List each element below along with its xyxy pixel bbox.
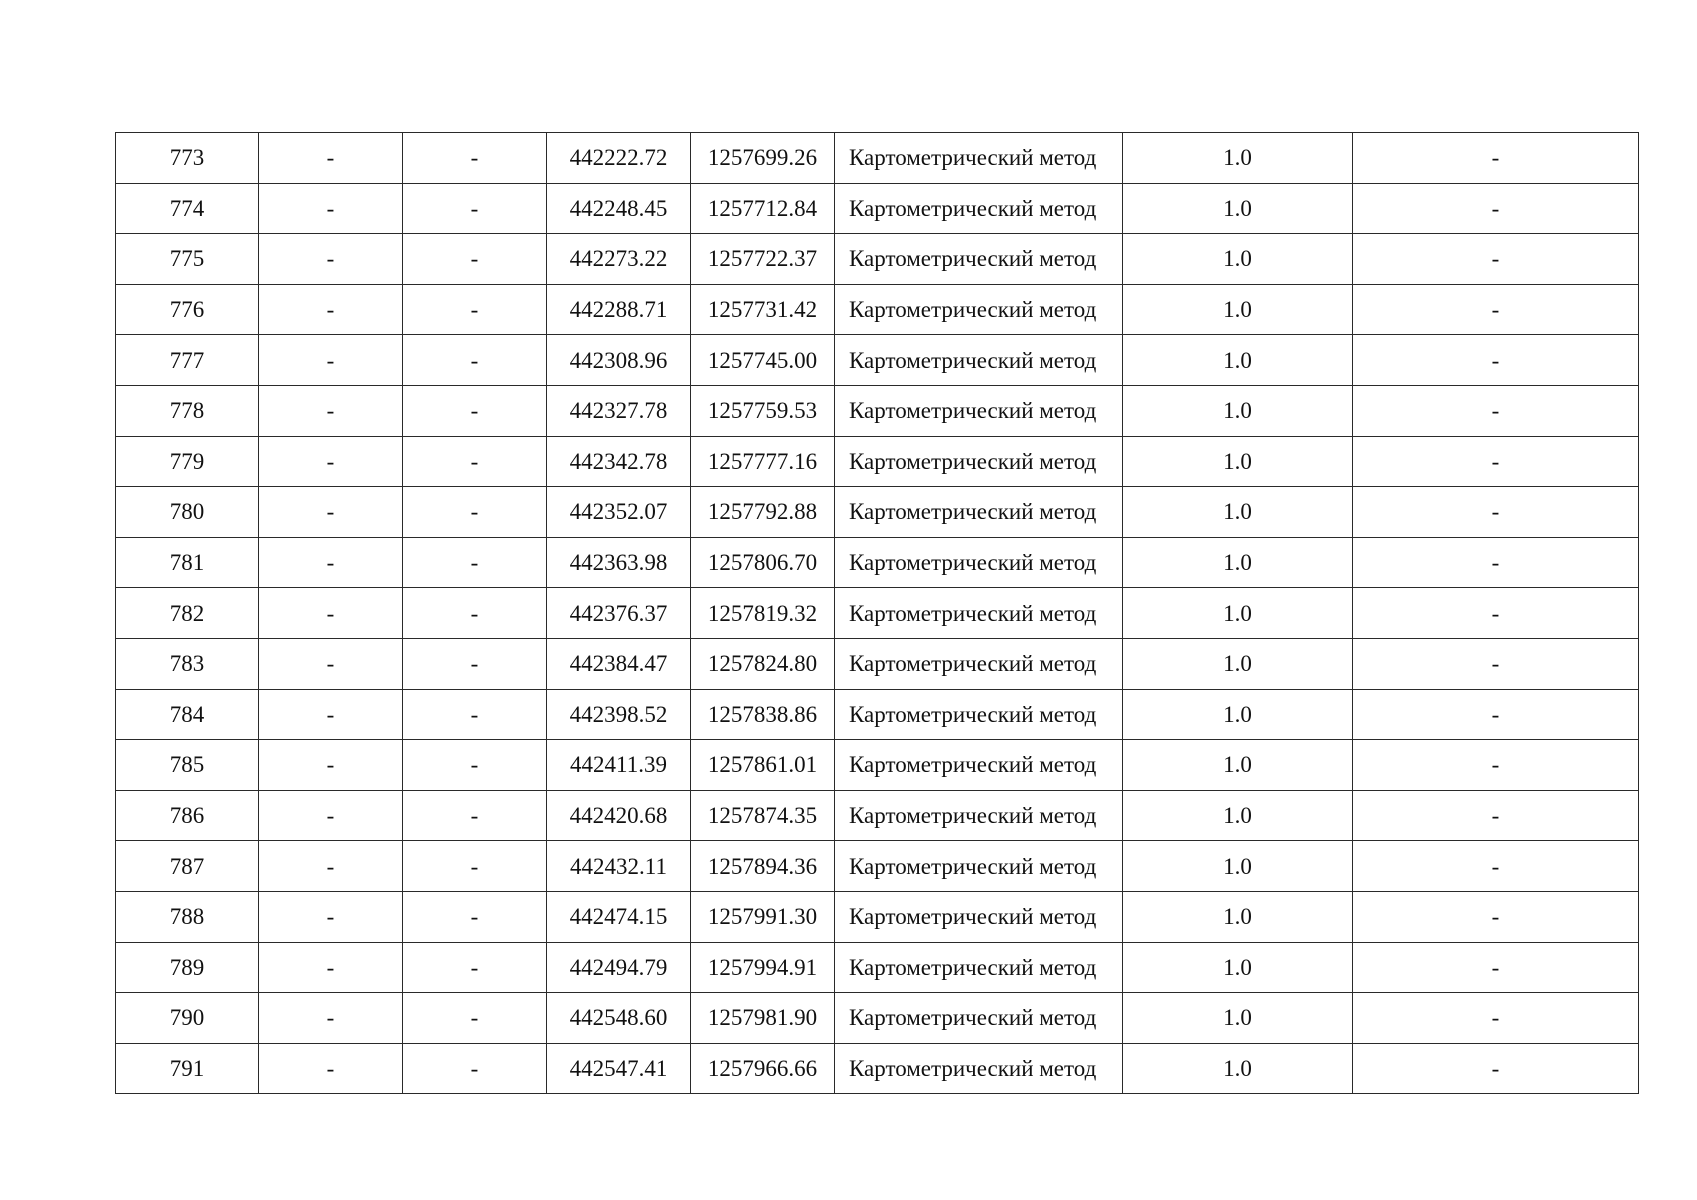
table-row	[116, 436, 1639, 487]
point-number-cell: 786	[116, 790, 259, 841]
table-row	[116, 689, 1639, 740]
empty-value-cell: -	[259, 891, 403, 942]
accuracy-cell: 1.0	[1123, 487, 1353, 538]
empty-value-cell: -	[403, 689, 547, 740]
point-number-cell: 785	[116, 740, 259, 791]
point-number-cell: 781	[116, 537, 259, 588]
table-row	[116, 891, 1639, 942]
note-cell: -	[1353, 335, 1639, 386]
empty-value-cell: -	[259, 183, 403, 234]
accuracy-cell: 1.0	[1123, 942, 1353, 993]
note-cell: -	[1353, 284, 1639, 335]
table-row	[116, 284, 1639, 335]
empty-value-cell: -	[403, 740, 547, 791]
note-cell: -	[1353, 891, 1639, 942]
empty-value-cell: -	[403, 841, 547, 892]
y-coordinate-cell: 1257838.86	[691, 689, 835, 740]
method-cell: Картометрический метод	[835, 436, 1123, 487]
y-coordinate-cell: 1257745.00	[691, 335, 835, 386]
method-cell: Картометрический метод	[835, 1043, 1123, 1094]
x-coordinate-cell: 442327.78	[547, 385, 691, 436]
x-coordinate-cell: 442248.45	[547, 183, 691, 234]
empty-value-cell: -	[403, 234, 547, 285]
empty-value-cell: -	[259, 689, 403, 740]
point-number-cell: 778	[116, 385, 259, 436]
method-cell: Картометрический метод	[835, 133, 1123, 184]
accuracy-cell: 1.0	[1123, 537, 1353, 588]
x-coordinate-cell: 442420.68	[547, 790, 691, 841]
accuracy-cell: 1.0	[1123, 588, 1353, 639]
table-row	[116, 234, 1639, 285]
empty-value-cell: -	[403, 588, 547, 639]
empty-value-cell: -	[403, 537, 547, 588]
x-coordinate-cell: 442411.39	[547, 740, 691, 791]
y-coordinate-cell: 1257777.16	[691, 436, 835, 487]
y-coordinate-cell: 1257874.35	[691, 790, 835, 841]
empty-value-cell: -	[403, 891, 547, 942]
point-number-cell: 787	[116, 841, 259, 892]
table-row	[116, 942, 1639, 993]
empty-value-cell: -	[259, 234, 403, 285]
x-coordinate-cell: 442384.47	[547, 638, 691, 689]
accuracy-cell: 1.0	[1123, 689, 1353, 740]
point-number-cell: 790	[116, 993, 259, 1044]
empty-value-cell: -	[259, 993, 403, 1044]
method-cell: Картометрический метод	[835, 284, 1123, 335]
coordinates-table	[115, 132, 1639, 1094]
table-row	[116, 638, 1639, 689]
accuracy-cell: 1.0	[1123, 335, 1353, 386]
table-row	[116, 385, 1639, 436]
empty-value-cell: -	[259, 133, 403, 184]
method-cell: Картометрический метод	[835, 841, 1123, 892]
accuracy-cell: 1.0	[1123, 790, 1353, 841]
table-row	[116, 1043, 1639, 1094]
empty-value-cell: -	[403, 942, 547, 993]
table-row	[116, 487, 1639, 538]
accuracy-cell: 1.0	[1123, 891, 1353, 942]
accuracy-cell: 1.0	[1123, 1043, 1353, 1094]
accuracy-cell: 1.0	[1123, 284, 1353, 335]
table-row	[116, 537, 1639, 588]
method-cell: Картометрический метод	[835, 740, 1123, 791]
point-number-cell: 782	[116, 588, 259, 639]
x-coordinate-cell: 442352.07	[547, 487, 691, 538]
note-cell: -	[1353, 537, 1639, 588]
table-row	[116, 740, 1639, 791]
point-number-cell: 774	[116, 183, 259, 234]
empty-value-cell: -	[403, 993, 547, 1044]
note-cell: -	[1353, 993, 1639, 1044]
note-cell: -	[1353, 638, 1639, 689]
note-cell: -	[1353, 790, 1639, 841]
method-cell: Картометрический метод	[835, 588, 1123, 639]
note-cell: -	[1353, 588, 1639, 639]
table-row	[116, 335, 1639, 386]
empty-value-cell: -	[403, 436, 547, 487]
empty-value-cell: -	[403, 487, 547, 538]
point-number-cell: 776	[116, 284, 259, 335]
table-row	[116, 993, 1639, 1044]
method-cell: Картометрический метод	[835, 638, 1123, 689]
empty-value-cell: -	[403, 284, 547, 335]
x-coordinate-cell: 442222.72	[547, 133, 691, 184]
empty-value-cell: -	[403, 335, 547, 386]
table-row	[116, 588, 1639, 639]
method-cell: Картометрический метод	[835, 993, 1123, 1044]
x-coordinate-cell: 442273.22	[547, 234, 691, 285]
y-coordinate-cell: 1257792.88	[691, 487, 835, 538]
empty-value-cell: -	[403, 385, 547, 436]
accuracy-cell: 1.0	[1123, 385, 1353, 436]
y-coordinate-cell: 1257819.32	[691, 588, 835, 639]
point-number-cell: 791	[116, 1043, 259, 1094]
empty-value-cell: -	[259, 1043, 403, 1094]
y-coordinate-cell: 1257824.80	[691, 638, 835, 689]
x-coordinate-cell: 442398.52	[547, 689, 691, 740]
note-cell: -	[1353, 385, 1639, 436]
point-number-cell: 780	[116, 487, 259, 538]
table-row	[116, 133, 1639, 184]
y-coordinate-cell: 1257994.91	[691, 942, 835, 993]
y-coordinate-cell: 1257699.26	[691, 133, 835, 184]
method-cell: Картометрический метод	[835, 234, 1123, 285]
point-number-cell: 783	[116, 638, 259, 689]
x-coordinate-cell: 442342.78	[547, 436, 691, 487]
empty-value-cell: -	[403, 638, 547, 689]
method-cell: Картометрический метод	[835, 891, 1123, 942]
point-number-cell: 773	[116, 133, 259, 184]
empty-value-cell: -	[259, 487, 403, 538]
empty-value-cell: -	[259, 385, 403, 436]
empty-value-cell: -	[259, 841, 403, 892]
note-cell: -	[1353, 133, 1639, 184]
note-cell: -	[1353, 740, 1639, 791]
point-number-cell: 775	[116, 234, 259, 285]
y-coordinate-cell: 1257981.90	[691, 993, 835, 1044]
note-cell: -	[1353, 942, 1639, 993]
y-coordinate-cell: 1257806.70	[691, 537, 835, 588]
empty-value-cell: -	[259, 335, 403, 386]
note-cell: -	[1353, 183, 1639, 234]
note-cell: -	[1353, 487, 1639, 538]
y-coordinate-cell: 1257894.36	[691, 841, 835, 892]
empty-value-cell: -	[403, 1043, 547, 1094]
point-number-cell: 788	[116, 891, 259, 942]
empty-value-cell: -	[259, 284, 403, 335]
y-coordinate-cell: 1257722.37	[691, 234, 835, 285]
method-cell: Картометрический метод	[835, 942, 1123, 993]
y-coordinate-cell: 1257991.30	[691, 891, 835, 942]
x-coordinate-cell: 442474.15	[547, 891, 691, 942]
method-cell: Картометрический метод	[835, 183, 1123, 234]
method-cell: Картометрический метод	[835, 487, 1123, 538]
method-cell: Картометрический метод	[835, 335, 1123, 386]
method-cell: Картометрический метод	[835, 385, 1123, 436]
y-coordinate-cell: 1257712.84	[691, 183, 835, 234]
note-cell: -	[1353, 841, 1639, 892]
y-coordinate-cell: 1257966.66	[691, 1043, 835, 1094]
table-row	[116, 790, 1639, 841]
empty-value-cell: -	[259, 740, 403, 791]
empty-value-cell: -	[403, 790, 547, 841]
note-cell: -	[1353, 1043, 1639, 1094]
x-coordinate-cell: 442494.79	[547, 942, 691, 993]
accuracy-cell: 1.0	[1123, 993, 1353, 1044]
empty-value-cell: -	[403, 133, 547, 184]
method-cell: Картометрический метод	[835, 689, 1123, 740]
x-coordinate-cell: 442548.60	[547, 993, 691, 1044]
x-coordinate-cell: 442432.11	[547, 841, 691, 892]
point-number-cell: 784	[116, 689, 259, 740]
note-cell: -	[1353, 689, 1639, 740]
method-cell: Картометрический метод	[835, 790, 1123, 841]
x-coordinate-cell: 442288.71	[547, 284, 691, 335]
accuracy-cell: 1.0	[1123, 740, 1353, 791]
empty-value-cell: -	[259, 790, 403, 841]
empty-value-cell: -	[259, 436, 403, 487]
empty-value-cell: -	[403, 183, 547, 234]
table-body	[116, 133, 1639, 1094]
point-number-cell: 789	[116, 942, 259, 993]
empty-value-cell: -	[259, 942, 403, 993]
point-number-cell: 779	[116, 436, 259, 487]
accuracy-cell: 1.0	[1123, 436, 1353, 487]
empty-value-cell: -	[259, 537, 403, 588]
accuracy-cell: 1.0	[1123, 841, 1353, 892]
table-row	[116, 183, 1639, 234]
table-row	[116, 841, 1639, 892]
method-cell: Картометрический метод	[835, 537, 1123, 588]
y-coordinate-cell: 1257759.53	[691, 385, 835, 436]
empty-value-cell: -	[259, 638, 403, 689]
note-cell: -	[1353, 436, 1639, 487]
y-coordinate-cell: 1257731.42	[691, 284, 835, 335]
x-coordinate-cell: 442363.98	[547, 537, 691, 588]
x-coordinate-cell: 442376.37	[547, 588, 691, 639]
accuracy-cell: 1.0	[1123, 183, 1353, 234]
empty-value-cell: -	[259, 588, 403, 639]
accuracy-cell: 1.0	[1123, 638, 1353, 689]
point-number-cell: 777	[116, 335, 259, 386]
x-coordinate-cell: 442547.41	[547, 1043, 691, 1094]
x-coordinate-cell: 442308.96	[547, 335, 691, 386]
y-coordinate-cell: 1257861.01	[691, 740, 835, 791]
accuracy-cell: 1.0	[1123, 234, 1353, 285]
accuracy-cell: 1.0	[1123, 133, 1353, 184]
note-cell: -	[1353, 234, 1639, 285]
